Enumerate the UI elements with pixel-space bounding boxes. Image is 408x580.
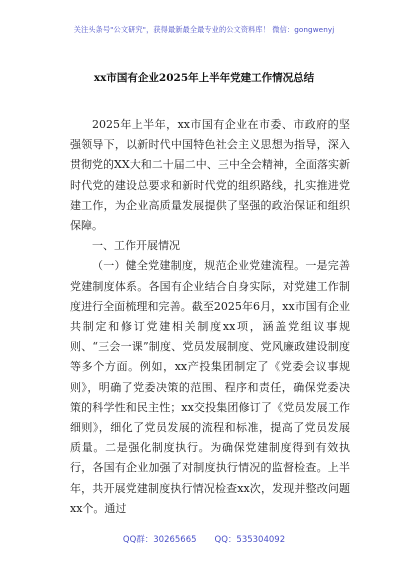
document-title: xx市国有企业2025年上半年党建工作情况总结: [93, 72, 315, 84]
qq-group-text: QQ群：30265665: [122, 535, 197, 545]
body-paragraph: （一）健全党建制度，规范企业党建流程。一是完善党建制度体系。各国有企业结合自身实际，对党建工作制度进行全面梳理和完善。截至2025年6月，xx市国有企业共制定和修订党建相关制度xx项，涵盖党组议事规则、“三会一课”制度、党员发展制度、党风廉政建设制度等多个方面。例如，xx产投集团制定了《党委会议事规则》，明确了党委决策的范围、程序和责任，确保党委决策的科学性和民主性；xx交投集团修订了《党员发展工作细则》，细化了党员发展的流程和标准，提高了党员发展质量。二是强化制度执行。为确保党建制度得到有效执行，各国有企业加强了对制度执行情况的监督检查。上半年，共开展党建制度执行情况检查xx次，发现并整改问题xx个。通过: [70, 259, 350, 515]
intro-paragraph: 2025年上半年，xx市国有企业在市委、市政府的坚强领导下，以新时代中国特色社会主义思想为指导，深入贯彻党的XX大和二十届二中、三中全会精神，全面落实新时代党的建设总要求和新时代党的组织路线，扎实推进党建工作，为企业高质量发展提供了坚强的政治保证和组织保障。: [70, 118, 350, 233]
contact-footer: [0, 533, 408, 545]
document-body: [70, 115, 350, 519]
section-heading: 一、工作开展情况: [92, 239, 180, 253]
qq-contact-text: QQ：535304092: [214, 535, 286, 545]
promo-header-banner: 关注头条号"公文研究"，获得最新最全最专业的公文资料库！ 微信：gongwenyj: [73, 25, 335, 34]
